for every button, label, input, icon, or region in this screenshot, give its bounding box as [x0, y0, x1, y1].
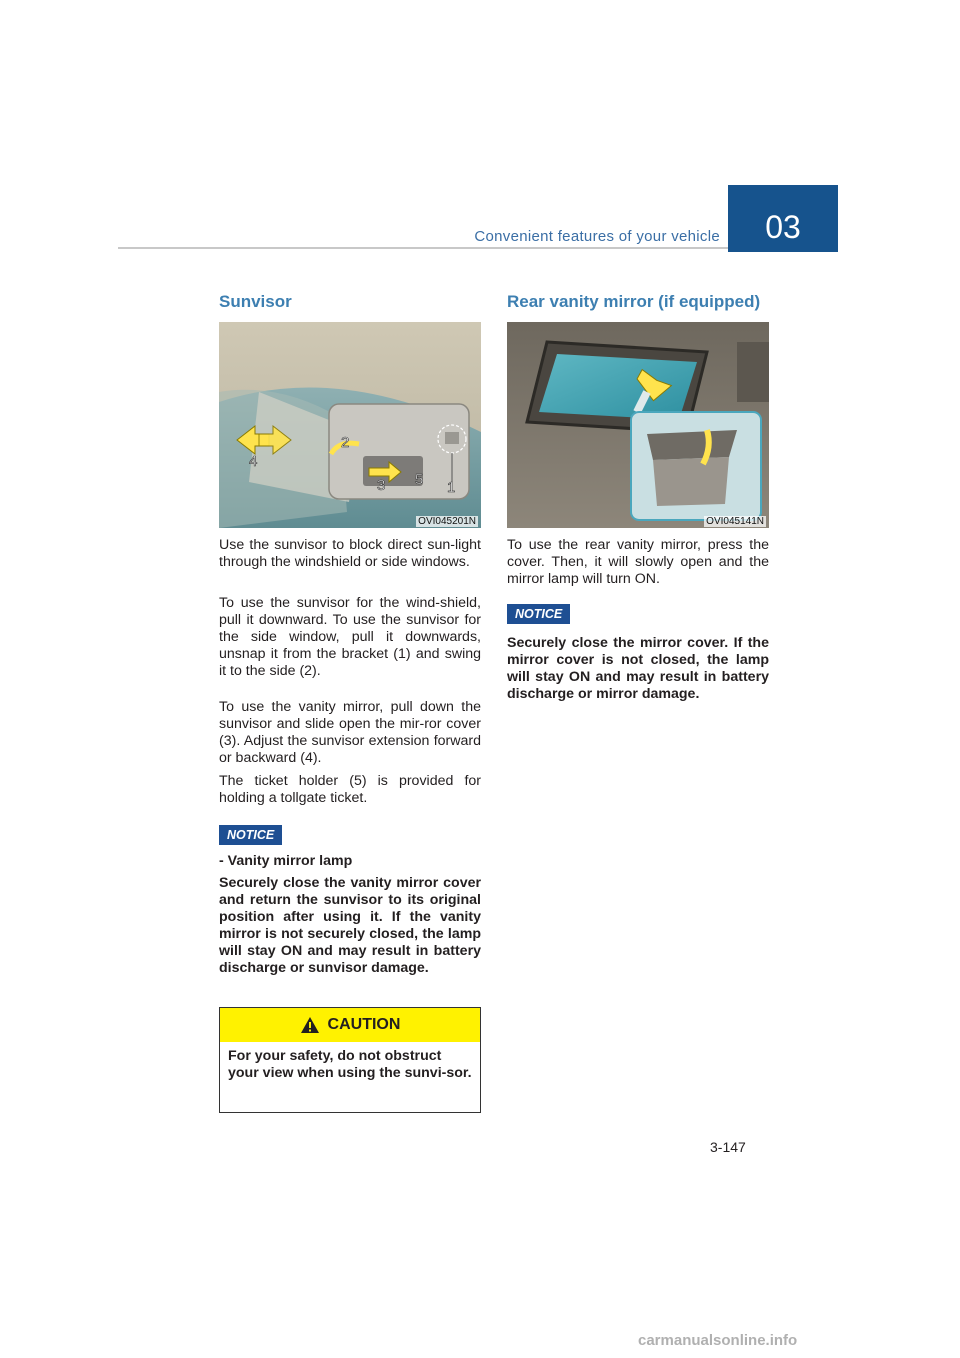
- sunvisor-paragraph-2: To use the sunvisor for the wind-shield, pull it downward. To use the sunvisor for the side window, pull it downwards, unsnap it from the bracket (1) and swing it to the side (2).: [219, 595, 481, 679]
- callout-3: 3: [377, 477, 386, 494]
- chapter-tab: [728, 185, 838, 252]
- caution-box: [219, 1007, 481, 1113]
- sunvisor-figure: [219, 322, 481, 528]
- caution-header: [220, 1008, 480, 1042]
- sunvisor-heading: Sunvisor: [219, 292, 292, 311]
- rear-vanity-mirror-illustration: [507, 322, 769, 528]
- sunvisor-paragraph-3: To use the vanity mirror, pull down the sunvisor and slide open the mir-ror cover (3). Adjust the sunvisor extension forward or backward (4).: [219, 699, 481, 766]
- callout-5: 5: [415, 471, 424, 488]
- sunvisor-illustration: [219, 322, 481, 528]
- notice-subtitle: - Vanity mirror lamp: [219, 853, 353, 869]
- chapter-number: 03: [765, 209, 801, 245]
- callout-4: 4: [249, 453, 258, 470]
- running-header: Convenient features of your vehicle: [474, 228, 720, 245]
- page-number: 3-147: [710, 1139, 746, 1155]
- notice-text: Securely close the vanity mirror cover and return the sunvisor to its original position after using it. If the vanity mirror is not securely closed, the lamp will stay ON and may result in battery discharge or sunvisor damage.: [219, 875, 481, 976]
- sunvisor-paragraph-4: The ticket holder (5) is provided for holding a tollgate ticket.: [219, 773, 481, 806]
- notice-badge: NOTICE: [507, 604, 570, 624]
- caution-label: CAUTION: [327, 1016, 401, 1033]
- footer-watermark: carmanualsonline.info: [638, 1332, 798, 1349]
- caution-text: For your safety, do not obstruct your view when using the sunvi-sor.: [228, 1048, 472, 1081]
- notice-badge: NOTICE: [219, 825, 282, 845]
- notice-text: Securely close the mirror cover. If the mirror cover is not closed, the lamp will stay ON and may result in battery discharge or mirror damage.: [507, 635, 769, 702]
- figure-code: OVI045201N: [418, 516, 476, 527]
- warning-triangle-icon: [300, 1016, 320, 1034]
- callout-2: 2: [341, 434, 350, 451]
- rear-vanity-mirror-figure: [507, 322, 769, 528]
- callout-1: 1: [447, 479, 456, 496]
- header-rule: [118, 247, 730, 249]
- rear-vanity-paragraph: To use the rear vanity mirror, press the cover. Then, it will slowly open and the mirror lamp will turn ON.: [507, 537, 769, 587]
- rear-vanity-mirror-heading: Rear vanity mirror (if equipped): [507, 292, 761, 311]
- figure-code: OVI045141N: [706, 516, 764, 527]
- sunvisor-paragraph-1: Use the sunvisor to block direct sun-light through the windshield or side windows.: [219, 537, 481, 570]
